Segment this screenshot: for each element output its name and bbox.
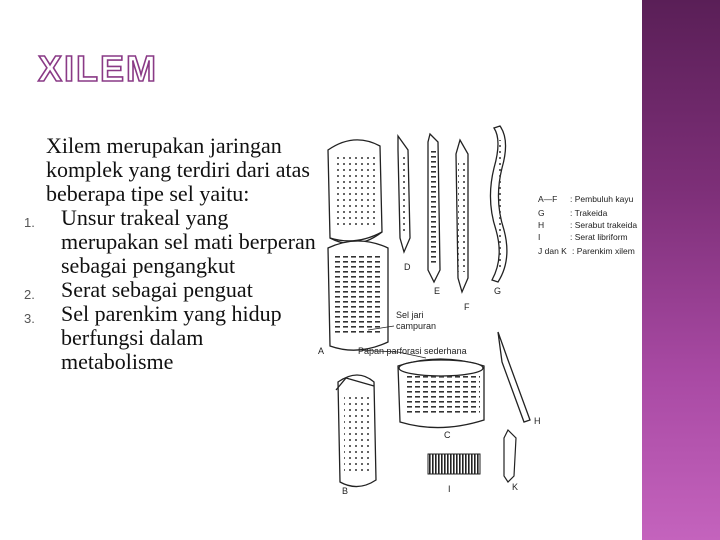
- label-e: E: [434, 286, 441, 296]
- label-d: D: [404, 262, 411, 272]
- vessel-element-e: [428, 134, 440, 282]
- legend-key: A—F: [538, 194, 558, 204]
- label-k: K: [512, 482, 519, 492]
- parenchyma-k: [504, 430, 516, 482]
- label-i: I: [448, 484, 451, 494]
- cell-type-list: [20, 206, 320, 374]
- xylem-cell-illustration: [318, 120, 640, 504]
- list-number: 2.: [24, 287, 35, 302]
- vessel-element-b: [336, 375, 376, 487]
- callout-campuran: campuran: [396, 321, 437, 331]
- label-a: A: [318, 346, 325, 356]
- tracheid-g: [490, 126, 506, 282]
- callout-papan: Papan parforasi sederhana: [358, 346, 467, 356]
- legend-desc: : Serabut trakeida: [570, 220, 638, 230]
- legend-desc: : Trakeida: [570, 208, 608, 218]
- label-f: F: [464, 302, 470, 312]
- xylem-drawing: [318, 120, 640, 504]
- fiber-tracheid-h: [498, 332, 530, 422]
- label-b: B: [342, 486, 349, 496]
- slide-body: [20, 134, 320, 374]
- slide-title: XILEM: [38, 48, 159, 89]
- vessel-element-f: [456, 140, 468, 292]
- label-h: H: [534, 416, 541, 426]
- parenchyma-strip-i: [428, 454, 480, 474]
- label-g: G: [494, 286, 502, 296]
- vessel-element-a: [328, 241, 388, 350]
- decorative-side-band: [642, 0, 720, 540]
- list-item: [20, 302, 320, 374]
- list-item: [20, 278, 320, 302]
- vessel-element-upper: [328, 140, 382, 244]
- legend-key: J dan K: [538, 246, 567, 256]
- list-item: [20, 206, 320, 278]
- intro-paragraph: Xilem merupakan jaringan komplek yang terdiri dari atas beberapa tipe sel yaitu:: [46, 133, 310, 206]
- callout-sel-jari: Sel jari: [396, 310, 424, 320]
- legend-key: I: [538, 232, 541, 242]
- legend-key: G: [538, 208, 545, 218]
- list-number: 3.: [24, 311, 35, 326]
- vessel-element-d: [398, 136, 410, 252]
- list-item-text: Serat sebagai penguat: [61, 277, 253, 302]
- vessel-element-c: [398, 359, 484, 428]
- list-item-text: Sel parenkim yang hidup berfungsi dalam metabolisme: [61, 301, 282, 374]
- label-c: C: [444, 430, 451, 440]
- figure-legend: [538, 194, 637, 256]
- legend-key: H: [538, 220, 545, 230]
- legend-desc: : Parenkim xilem: [572, 246, 635, 256]
- legend-desc: : Pembuluh kayu: [570, 194, 634, 204]
- list-number: 1.: [24, 215, 35, 230]
- list-item-text: Unsur trakeal yang merupakan sel mati berperan sebagai pengangkut: [61, 205, 316, 278]
- legend-desc: : Serat libriform: [570, 232, 628, 242]
